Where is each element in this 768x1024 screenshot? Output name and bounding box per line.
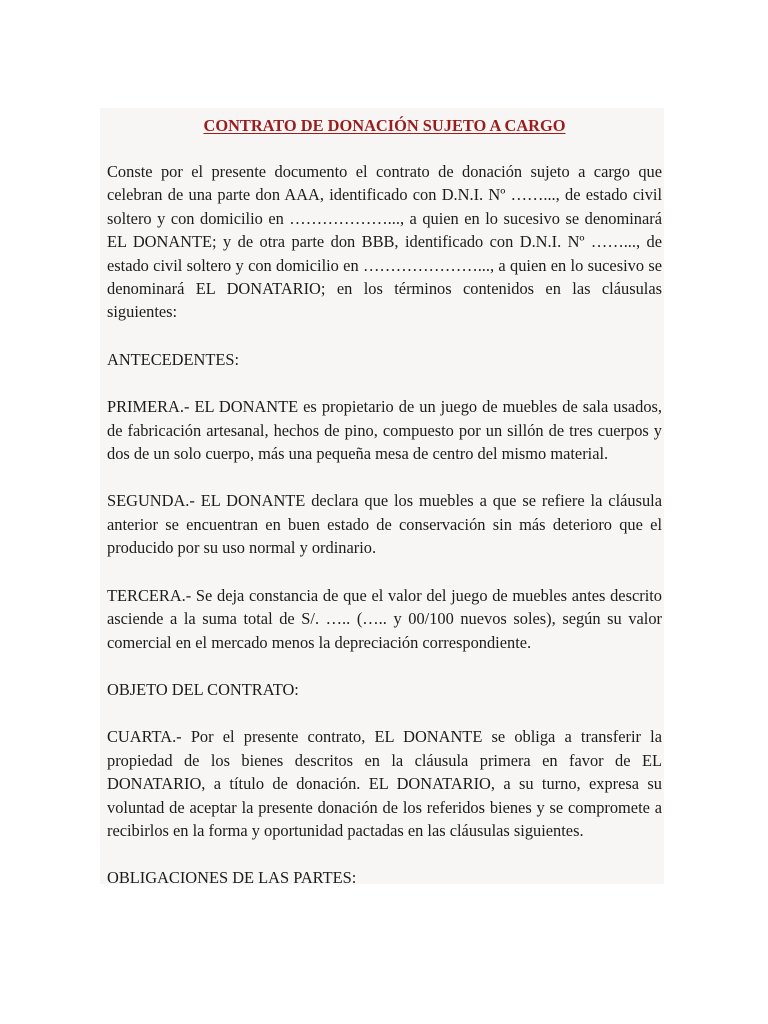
- clause-segunda: SEGUNDA.- EL DONANTE declara que los muebles a que se refiere la cláusula anterior se encuentran en buen estado de conservación sin más deterioro que el producido por su uso normal y ordinario.: [107, 491, 662, 558]
- clause-tercera: TERCERA.- Se deja constancia de que el valor del juego de muebles antes descrito asciende a la suma total de S/. ….. (….. y 00/100 nuevos soles), según su valor comercial en el mercado menos la depreciación correspondiente.: [107, 585, 662, 652]
- intro-paragraph: Conste por el presente documento el contrato de donación sujeto a cargo que celebran de una parte don AAA, identificado con D.N.I. Nº ……..., de estado civil soltero y con domicilio en ………………..., a quien en lo sucesivo se denominará EL DONANTE; y de otra parte don BBB, identificado con D.N.I. Nº ……..., de estado civil soltero y con domicilio en …………………..., a quien en lo sucesivo se denominará EL DONATARIO; en los términos contenidos en las cláusulas siguientes:: [107, 162, 662, 322]
- section-heading-antecedentes: ANTECEDENTES:: [107, 349, 240, 369]
- document-content: [107, 114, 662, 914]
- document-title: CONTRATO DE DONACIÓN SUJETO A CARGO: [203, 116, 566, 135]
- clause-primera: PRIMERA.- EL DONANTE es propietario de un juego de muebles de sala usados, de fabricación artesanal, hechos de pino, compuesto por un sillón de tres cuerpos y dos de un solo cuerpo, más una pequeña mesa de centro del mismo material.: [107, 397, 662, 464]
- section-heading-objeto: OBJETO DEL CONTRATO:: [107, 679, 299, 699]
- section-heading-obligaciones: OBLIGACIONES DE LAS PARTES:: [107, 868, 357, 888]
- clause-cuarta: CUARTA.- Por el presente contrato, EL DONANTE se obliga a transferir la propiedad de los bienes descritos en la cláusula primera en favor de EL DONATARIO, a título de donación. EL DONATARIO, a su turno, expresa su voluntad de aceptar la presente donación de los referidos bienes y se compromete a recibirlos en la forma y oportunidad pactadas en las cláusulas siguientes.: [107, 727, 662, 840]
